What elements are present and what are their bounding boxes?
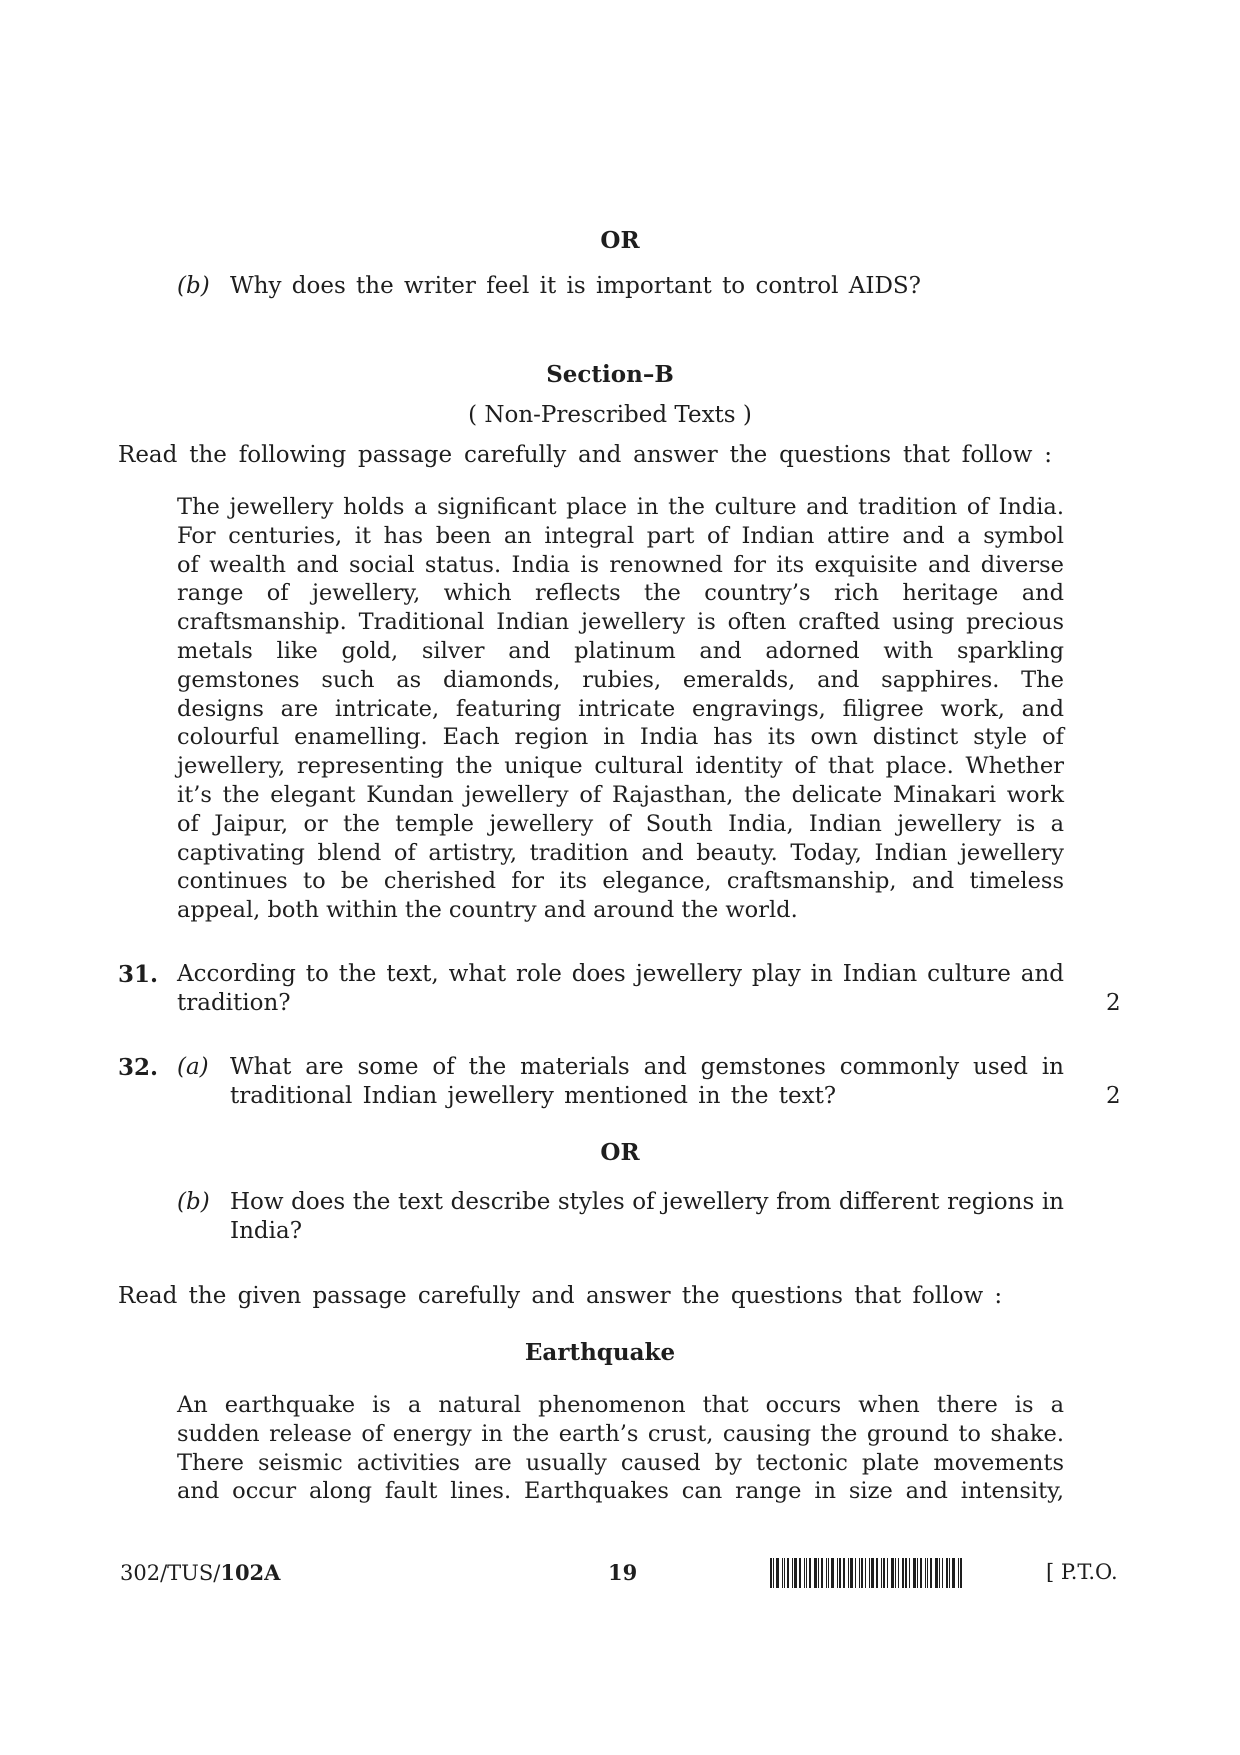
q31-marks: 2 (1106, 990, 1121, 1016)
passage-line: of wealth and social status. India is renowned for its exquisite and diverse (177, 551, 1064, 578)
passage-2-instruction: Read the given passage carefully and answer the questions that follow : (118, 1283, 1003, 1309)
passage-line: designs are intricate, featuring intricate engravings, filigree work, and (177, 695, 1064, 722)
section-subtitle: ( Non-Prescribed Texts ) (468, 402, 752, 428)
q32a-line2: traditional Indian jewellery mentioned in the text? (230, 1083, 837, 1109)
q31-line1: According to the text, what role does jewellery play in Indian culture and (177, 961, 1064, 987)
q32a-marks: 2 (1106, 1083, 1121, 1109)
q32a-label: (a) (177, 1054, 209, 1080)
passage-line: craftsmanship. Traditional Indian jewellery is often crafted using precious (177, 609, 1064, 636)
passage-line: metals like gold, silver and platinum and adorned with sparkling (177, 637, 1064, 664)
passage-1 (177, 493, 1064, 925)
passage-line: of Jaipur, or the temple jewellery of South India, Indian jewellery is a (177, 810, 1064, 837)
passage-line: appeal, both within the country and around the world. (177, 897, 798, 924)
paper-code-prefix: 302/TUS/ (120, 1561, 221, 1585)
section-title: Section–B (546, 361, 674, 388)
passage-line: captivating blend of artistry, tradition and beauty. Today, Indian jewellery (177, 839, 1064, 866)
passage-1-instruction: Read the following passage carefully and answer the questions that follow : (118, 442, 1052, 468)
passage-line: sudden release of energy in the earth’s crust, causing the ground to shake. (177, 1420, 1064, 1447)
passage-line: gemstones such as diamonds, rubies, emeralds, and sapphires. The (177, 666, 1064, 693)
q30b-label: (b) (177, 273, 210, 299)
passage-line: it’s the elegant Kundan jewellery of Rajasthan, the delicate Minakari work (177, 781, 1064, 808)
q32b-line2: India? (230, 1218, 303, 1244)
q31-number: 31. (118, 961, 159, 988)
passage-line: colourful enamelling. Each region in India has its own distinct style of (177, 724, 1064, 751)
passage-line: For centuries, it has been an integral part of Indian attire and a symbol (177, 522, 1064, 549)
paper-code (120, 1560, 280, 1585)
barcode (770, 1558, 964, 1588)
passage-line: There seismic activities are usually caused by tectonic plate movements (177, 1449, 1064, 1476)
q32b-label: (b) (177, 1189, 210, 1215)
q31-line2: tradition? (177, 990, 291, 1016)
passage-line: and occur along fault lines. Earthquakes can range in size and intensity, (177, 1478, 1064, 1505)
pto-label: [ P.T.O. (1046, 1560, 1118, 1584)
or-separator: OR (600, 227, 640, 254)
passage-line: An earthquake is a natural phenomenon that occurs when there is a (177, 1392, 1064, 1418)
page-number: 19 (608, 1560, 638, 1585)
paper-code-bold: 102A (220, 1560, 281, 1585)
or-separator-2: OR (600, 1139, 640, 1166)
q32-number: 32. (118, 1054, 159, 1081)
passage-2-title: Earthquake (524, 1339, 676, 1366)
passage-line: jewellery, representing the unique cultural identity of that place. Whether (177, 753, 1064, 780)
q32a-line1: What are some of the materials and gemstones commonly used in (230, 1054, 1064, 1080)
passage-line: continues to be cherished for its elegance, craftsmanship, and timeless (177, 868, 1064, 895)
passage-2 (177, 1391, 1064, 1506)
passage-line: The jewellery holds a significant place in the culture and tradition of India. (177, 494, 1064, 520)
q32b-line1: How does the text describe styles of jewellery from different regions in (230, 1189, 1064, 1215)
q30b-text: Why does the writer feel it is important to control AIDS? (230, 273, 921, 299)
passage-line: range of jewellery, which reflects the country’s rich heritage and (177, 580, 1064, 607)
